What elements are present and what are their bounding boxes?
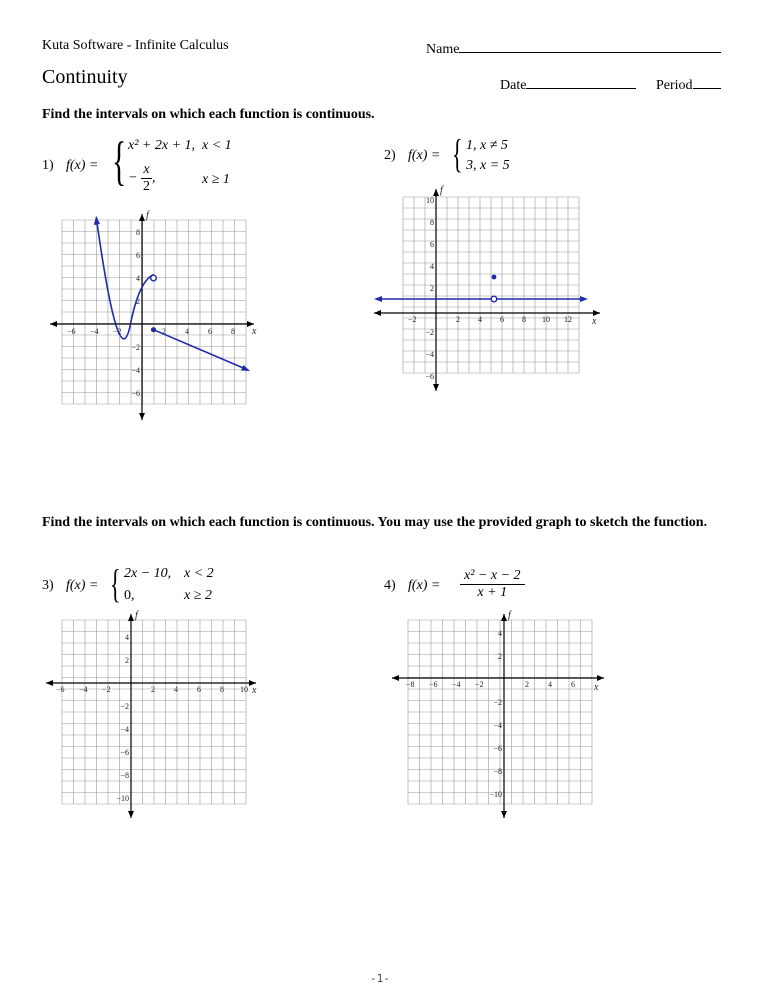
graph-2-y-axis-label: f [440,185,443,196]
problem-3-piece2-cond: x ≥ 2 [184,588,212,603]
graph-3-x-tick: −6 [56,685,65,694]
graph-1-x-ticks [67,327,235,336]
name-label: Name [426,42,460,57]
graph-2-x-tick: −2 [408,315,417,324]
problem-2-number: 2) [384,148,396,163]
graph-3-y-tick: −4 [120,725,129,734]
problem-1-piece2-cond: x ≥ 1 [202,172,230,187]
graph-2-x-tick: 10 [542,315,550,324]
graph-2 [370,185,610,395]
date-line [526,74,636,89]
problem-1-number: 1) [42,158,54,173]
problem-1-piece1-expr: x² + 2x + 1, [128,138,196,153]
problem-1-piece2-num: x [143,162,150,177]
graph-2-x-tick: 4 [478,315,482,324]
graph-4-axes [392,614,604,818]
problem-4-fraction [460,568,525,601]
graph-1-y-axis-label: f [146,210,149,221]
problem-4-number: 4) [384,578,396,593]
graph-2-y-tick: −4 [425,350,434,359]
problem-4-denominator: x + 1 [477,585,508,600]
graph-3-x-tick: −2 [102,685,111,694]
graph-1-y-tick: −4 [131,366,140,375]
graph-4-x-tick: 6 [571,680,575,689]
problem-3-piece1-cond: x < 2 [184,566,214,581]
graph-3-y-tick: −10 [116,794,129,803]
graph-3-x-tick: 8 [220,685,224,694]
problem-3-number: 3) [42,578,54,593]
graph-1-grid [62,220,246,404]
graph-2-y-tick: 10 [426,196,434,205]
graph-3-y-ticks [116,633,129,803]
graph-2-x-tick: 2 [456,315,460,324]
graph-2-x-tick: 8 [522,315,526,324]
graph-3-y-tick: −2 [120,702,129,711]
graph-2-y-tick: −2 [425,328,434,337]
graph-3-x-tick: −4 [79,685,88,694]
problem-2-lhs: f(x) = [408,148,441,163]
graph-2-y-ticks [425,196,434,381]
graph-2-curves [374,275,588,302]
graph-3 [40,610,265,822]
graph-2-line-arrow-right [580,296,588,302]
graph-3-axes [46,614,256,818]
graph-4-y-tick: 4 [498,629,502,638]
graph-3-x-tick: 10 [240,685,248,694]
graph-4-y-axis-label: f [508,610,511,621]
graph-3-y-tick: 4 [125,633,129,642]
period-label: Period [656,78,693,93]
graph-1-y-tick: 6 [136,251,140,260]
graph-1-x-tick: 4 [185,327,189,336]
graph-3-y-tick: 2 [125,656,129,665]
graph-2-y-tick: 8 [430,218,434,227]
graph-1-y-tick: 2 [136,297,140,306]
graph-2-y-tick: 2 [430,284,434,293]
graph-4-y-tick: −8 [493,767,502,776]
name-field[interactable] [426,38,721,58]
graph-2-x-ticks [408,315,572,324]
name-line [459,38,721,53]
company-name: Kuta Software - Infinite Calculus [42,38,229,53]
graph-2-x-axis-label: x [592,316,597,327]
graph-2-y-tick: 4 [430,262,434,271]
graph-1-curves [94,216,250,371]
problem-1-lhs: f(x) = [66,158,99,173]
graph-2-y-tick: −6 [425,372,434,381]
graph-4-x-tick: −6 [429,680,438,689]
graph-2-closed-point [492,275,497,280]
problem-3-lhs: f(x) = [66,578,99,593]
graph-2-y-tick: 6 [430,240,434,249]
date-label: Date [500,78,527,93]
problem-3-brace: { [110,561,121,606]
graph-2-line-arrow-left [374,296,382,302]
graph-1-y-tick: −6 [131,389,140,398]
graph-1-x-tick: −4 [90,327,99,336]
graph-4-y-tick: −4 [493,721,502,730]
graph-1-line-arrow [241,365,250,371]
problem-1-piece2-comma: , [151,170,156,186]
graph-4-grid [408,620,592,804]
graph-4-x-tick: 4 [548,680,552,689]
graph-1-x-tick: 6 [208,327,212,336]
graph-1-y-tick: 8 [136,228,140,237]
graph-2-x-tick: 12 [564,315,572,324]
graph-4-x-tick: 2 [525,680,529,689]
graph-1-x-tick: 2 [162,327,166,336]
problem-1-piece2 [128,162,155,195]
graph-1-x-tick: 8 [231,327,235,336]
graph-1-closed-point [151,327,156,332]
graph-3-x-axis-label: x [252,685,257,696]
graph-3-x-ticks [56,685,248,694]
problem-2-brace: { [452,131,463,176]
graph-3-x-tick: 6 [197,685,201,694]
graph-2-open-point [491,296,497,302]
graph-1-open-point [151,275,157,281]
period-line [693,74,721,89]
problem-2-piece1: 1, x ≠ 5 [466,138,508,153]
graph-1-y-tick: 4 [136,274,140,283]
graph-2-axes [374,189,600,391]
problem-1-piece2-sign: − [128,170,138,186]
graph-3-y-tick: −8 [120,771,129,780]
graph-4-y-tick: −2 [493,698,502,707]
problem-4-numerator: x² − x − 2 [460,568,525,585]
problem-1-piece2-den: 2 [142,179,150,194]
graph-3-x-tick: 2 [151,685,155,694]
period-field[interactable] [656,74,721,94]
graph-3-y-tick: −6 [120,748,129,757]
problem-3-piece1-expr: 2x − 10, [124,566,172,581]
problem-4-lhs: f(x) = [408,578,441,593]
graph-4-y-tick: −10 [489,790,502,799]
section2-instruction: Find the intervals on which each function is continuous. You may use the provided graph to sketch the function. [42,515,708,530]
graph-2-x-tick: 6 [500,315,504,324]
graph-4 [386,610,611,822]
graph-1-x-axis-label: x [252,326,257,337]
page-title: Continuity [42,66,128,88]
section1-instruction: Find the intervals on which each function is continuous. [42,107,375,122]
graph-3-y-axis-label: f [135,610,138,621]
graph-1-x-tick: −2 [113,327,122,336]
graph-1-axes [50,214,254,420]
graph-4-x-tick: −4 [452,680,461,689]
graph-1-parabola [96,217,153,339]
graph-4-y-tick: −6 [493,744,502,753]
problem-1-brace: { [112,131,127,191]
date-field[interactable] [500,74,636,94]
graph-4-x-ticks [406,680,575,689]
graph-3-x-tick: 4 [174,685,178,694]
graph-1 [40,210,260,425]
problem-1-piece1-cond: x < 1 [202,138,232,153]
problem-1-piece2-fraction [141,162,152,195]
graph-1-x-tick: −6 [67,327,76,336]
graph-4-x-tick: −2 [475,680,484,689]
graph-4-x-tick: −8 [406,680,415,689]
graph-4-y-tick: 2 [498,652,502,661]
page-number: -1- [370,972,390,985]
graph-4-x-axis-label: x [594,682,599,693]
graph-3-grid [62,620,246,804]
problem-2-piece2: 3, x = 5 [466,158,510,173]
graph-1-y-tick: −2 [131,343,140,352]
problem-3-piece2-expr: 0, [124,588,135,603]
